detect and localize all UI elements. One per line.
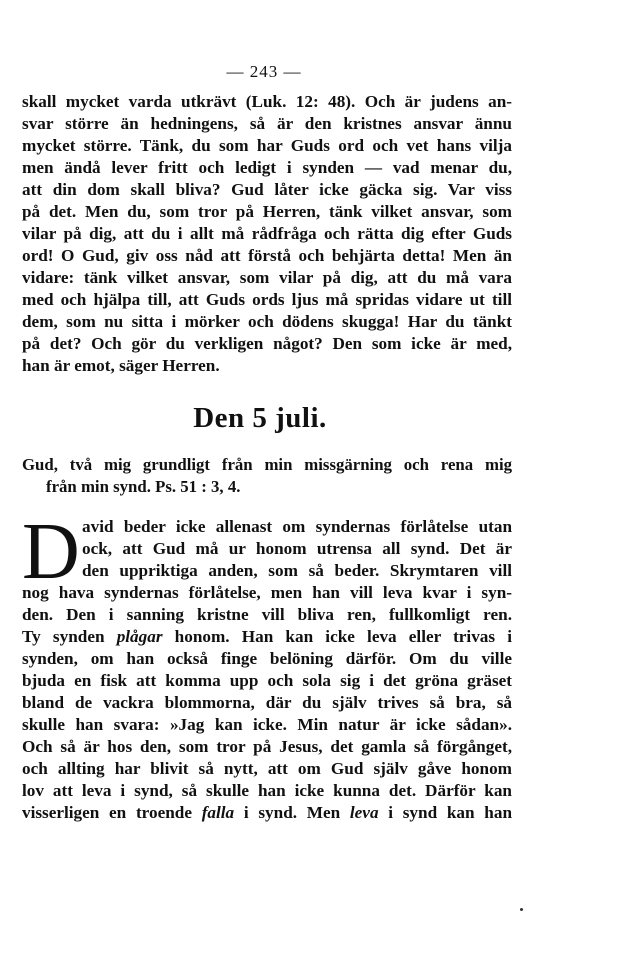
devotional-paragraph bbox=[22, 508, 512, 824]
emphasis: leva bbox=[349, 803, 379, 822]
text-line: visserligen en troende falla i synd. Men leva i synd kan han bbox=[22, 803, 512, 822]
text-line: vidare: tänk vilket ansvar, som vilar på dig, att du må vara bbox=[22, 268, 512, 287]
text-line: mycket större. Tänk, du som har Guds ord och vet hans vilja bbox=[22, 136, 512, 155]
emphasis: falla bbox=[201, 803, 235, 822]
print-speck bbox=[520, 908, 523, 911]
verse-line: Gud, två mig grundligt från min missgärning och rena mig bbox=[22, 455, 512, 474]
text-line: på det. Men du, som tror på Herren, tänk vilket ansvar, som bbox=[22, 202, 512, 221]
text-line: på det? Och gör du verkligen något? Den som icke är med, bbox=[22, 334, 512, 353]
text-line: synden, om han också finge belöning därför. Om du ville bbox=[22, 649, 512, 668]
text-line: skall mycket varda utkrävt (Luk. 12: 48). Och är judens an- bbox=[22, 92, 512, 111]
text-line: lov att leva i synd, så skulle han icke kunna det. Därför kan bbox=[22, 781, 512, 800]
text-line: Och så är hos den, som tror på Jesus, det gamla så förgånget, bbox=[22, 737, 512, 756]
page-number: — 243 — bbox=[226, 62, 302, 81]
text-line: ock, att Gud må ur honom utrensa all synd. Det är bbox=[82, 539, 512, 558]
verse-line: från min synd. Ps. 51 : 3, 4. bbox=[46, 477, 241, 496]
emphasis: plågar bbox=[116, 627, 163, 646]
text-line: att din dom skall bliva? Gud låter icke gäcka sig. Var viss bbox=[22, 180, 512, 199]
text-line: skulle han svara: »Jag kan icke. Min natur är icke sådan». bbox=[22, 715, 512, 734]
drop-cap: D bbox=[22, 508, 80, 596]
text-line: men ändå lever fritt och ledigt i synden — vad menar du, bbox=[22, 158, 512, 177]
text-line: bland de vackra blommorna, där du själv trives så bra, så bbox=[22, 693, 512, 712]
text-line: ord! O Gud, giv oss nåd att förstå och behjärta detta! Men än bbox=[22, 246, 512, 265]
text-line: vilar på dig, att du i allt må rådfråga och rätta dig efter Guds bbox=[22, 224, 512, 243]
text-line: nog hava syndernas förlåtelse, men han vill leva kvar i syn- bbox=[22, 583, 512, 602]
text-line: avid beder icke allenast om syndernas förlåtelse utan bbox=[82, 517, 512, 536]
text-line: Ty synden plågar honom. Han kan icke leva eller trivas i bbox=[22, 627, 512, 646]
section-heading: Den 5 juli. bbox=[193, 402, 327, 434]
scripture-verse bbox=[22, 454, 512, 498]
text-line: bjuda en fisk att komma upp och sola sig i det gröna gräset bbox=[22, 671, 512, 690]
paragraph-continued bbox=[22, 91, 512, 377]
text-line: med och hjälpa till, att Guds ords ljus må spridas vidare ut till bbox=[22, 290, 512, 309]
text-line: den uppriktiga anden, som så beder. Skrymtaren vill bbox=[82, 561, 512, 580]
text-line: och allting har blivit så nytt, att om Gud själv gåve honom bbox=[22, 759, 512, 778]
text-line: dem, som nu sitta i mörker och dödens skugga! Har du tänkt bbox=[22, 312, 512, 331]
text-line: den. Den i sanning kristne vill bliva ren, fullkomligt ren. bbox=[22, 605, 512, 624]
text-line: han är emot, säger Herren. bbox=[22, 356, 220, 375]
text-line: svar större än hedningens, så är den kristnes ansvar ännu bbox=[22, 114, 512, 133]
